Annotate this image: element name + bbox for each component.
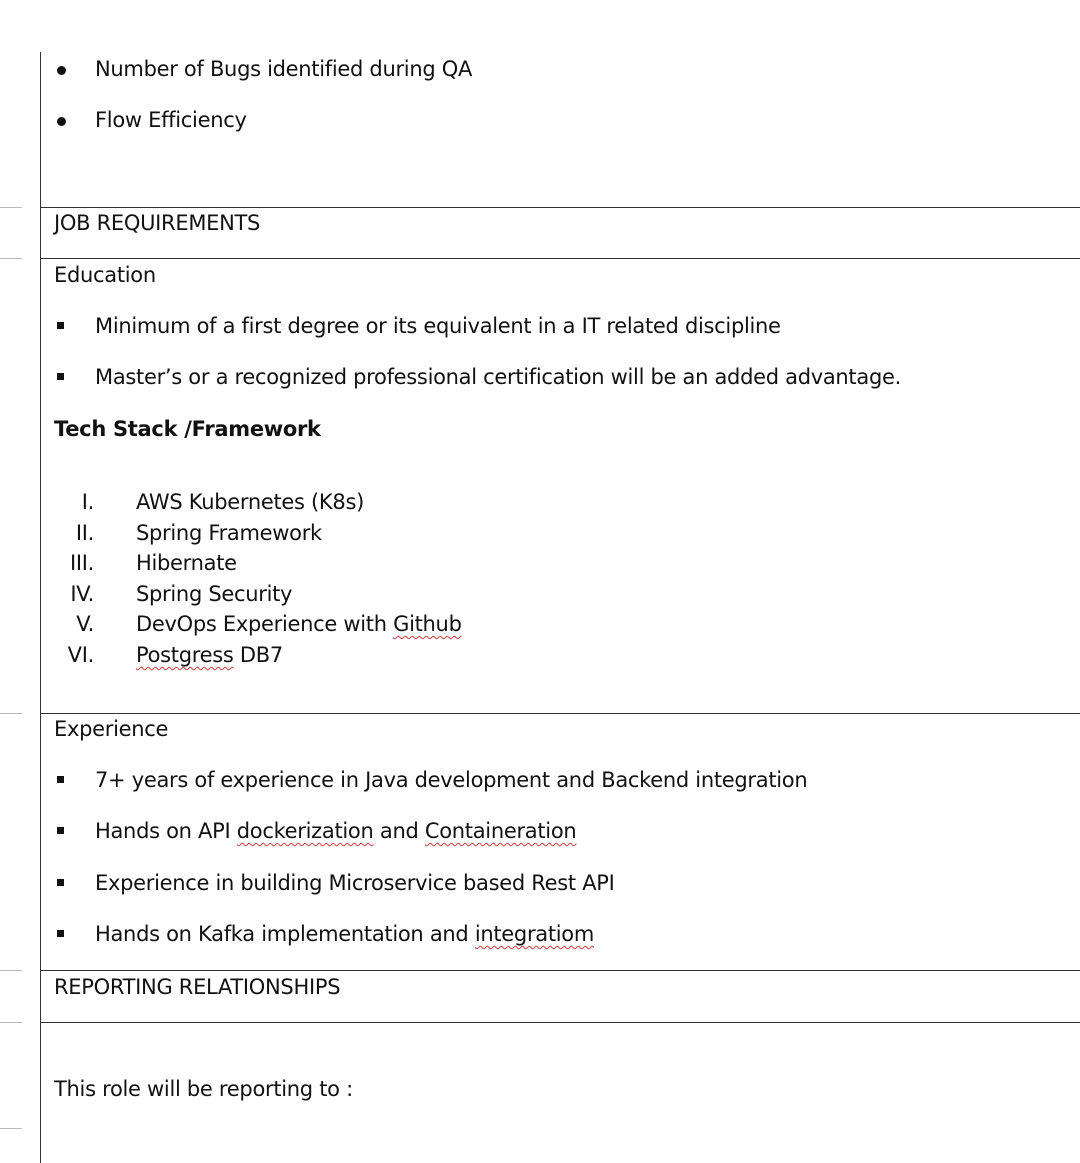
item-text: and <box>373 819 425 843</box>
row-divider <box>40 970 1080 971</box>
list-item: Number of Bugs identified during QA <box>95 57 473 81</box>
tech-item-text: DB7 <box>233 643 283 667</box>
numeral: I. <box>81 490 94 514</box>
numeral: IV. <box>70 582 94 606</box>
square-bullet-icon <box>57 827 64 834</box>
misspelled-word: dockerization <box>236 819 374 843</box>
row-divider <box>40 207 1080 208</box>
numeral: II. <box>75 521 94 545</box>
square-bullet-icon <box>57 373 64 380</box>
left-column-edge <box>0 1022 22 1023</box>
numeral: V. <box>76 612 94 636</box>
square-bullet-icon <box>57 776 64 783</box>
row-divider <box>40 1022 1080 1023</box>
list-item: Flow Efficiency <box>95 108 247 132</box>
misspelled-word: Github <box>393 612 462 636</box>
square-bullet-icon <box>57 322 64 329</box>
left-column-edge <box>0 713 22 714</box>
misspelled-word: integratiom <box>474 922 595 946</box>
list-item <box>95 821 576 842</box>
list-item: Experience in building Microservice based Rest API <box>95 871 615 895</box>
left-column-edge <box>0 258 22 259</box>
item-text: Hands on Kafka implementation and <box>95 922 475 946</box>
table-left-border <box>40 52 41 1163</box>
left-column-edge <box>0 207 22 208</box>
left-column-edge <box>0 970 22 971</box>
numeral: III. <box>69 551 94 575</box>
list-item: Minimum of a first degree or its equivalent in a IT related discipline <box>95 314 781 338</box>
list-item <box>95 924 594 945</box>
square-bullet-icon <box>57 879 64 886</box>
bullet-icon <box>57 117 66 126</box>
tech-item <box>136 614 462 635</box>
reporting-text: This role will be reporting to : <box>54 1077 353 1101</box>
tech-item-text: DevOps Experience with <box>136 612 394 636</box>
experience-label: Experience <box>54 717 169 741</box>
square-bullet-icon <box>57 930 64 937</box>
tech-item: Spring Framework <box>136 521 322 545</box>
item-text: Hands on API <box>95 819 237 843</box>
bullet-icon <box>57 66 66 75</box>
section-heading: REPORTING RELATIONSHIPS <box>54 975 341 999</box>
section-heading: JOB REQUIREMENTS <box>54 211 261 235</box>
row-divider <box>40 713 1080 714</box>
numeral: VI. <box>67 643 94 667</box>
tech-item: AWS Kubernetes (K8s) <box>136 490 364 514</box>
left-column-edge <box>0 1128 22 1129</box>
misspelled-word: Containeration <box>424 819 577 843</box>
tech-item: Hibernate <box>136 551 237 575</box>
list-item: Master’s or a recognized professional certification will be an added advantage. <box>95 365 901 389</box>
list-item: 7+ years of experience in Java development and Backend integration <box>95 768 808 792</box>
row-divider <box>40 258 1080 259</box>
tech-item: Spring Security <box>136 582 293 606</box>
tech-item <box>136 645 283 666</box>
misspelled-word: Postgress <box>136 643 234 667</box>
education-label: Education <box>54 263 156 287</box>
tech-stack-heading: Tech Stack /Framework <box>54 417 321 441</box>
